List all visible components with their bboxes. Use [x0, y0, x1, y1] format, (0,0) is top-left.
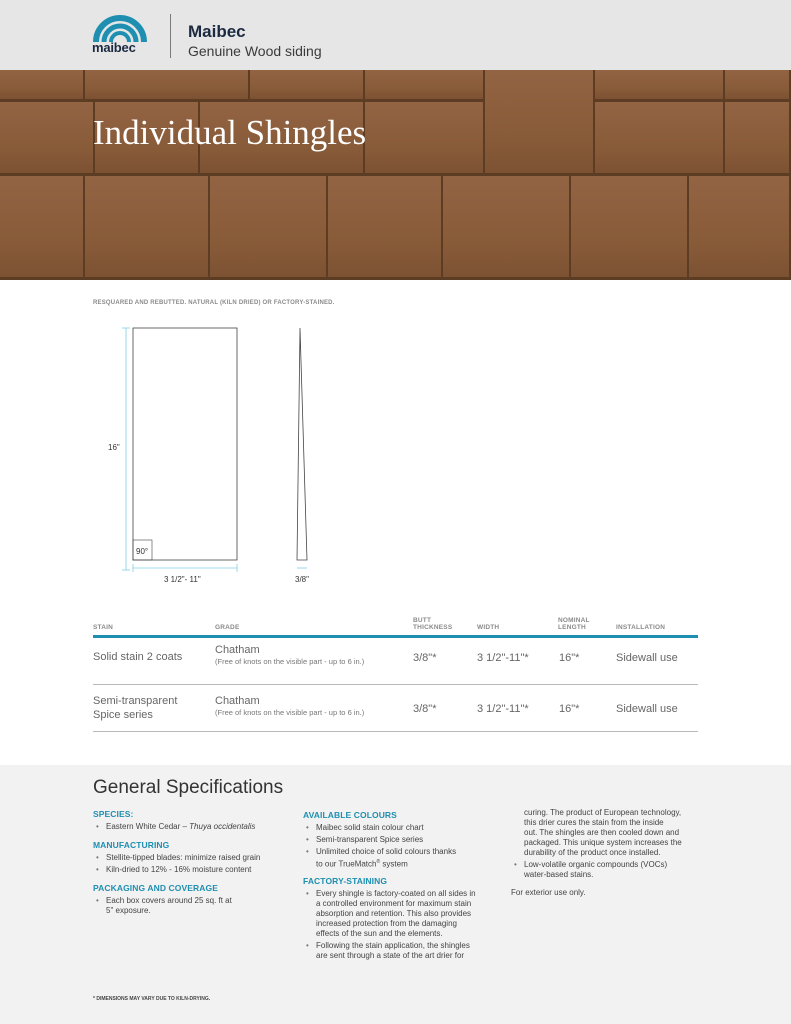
- shingle-texture: [85, 176, 210, 280]
- shingle-texture: [365, 102, 485, 176]
- cell-installation: Sidewall use: [616, 703, 678, 715]
- list-item: [93, 822, 293, 832]
- cell-width: 3 1/2"-11"*: [477, 652, 529, 664]
- list-item: • Semi-transparent Spice series: [303, 835, 503, 845]
- latin-name: Thuya occidentalis: [189, 822, 256, 831]
- col-header-stain: STAIN: [93, 624, 114, 631]
- shingle-texture: [85, 70, 250, 102]
- hero-banner: [0, 70, 791, 280]
- cell-butt-thickness: 3/8"*: [413, 703, 437, 715]
- cell-note: (Free of knots on the visible part - up to 6 in.): [215, 708, 365, 717]
- shingle-texture: [0, 70, 85, 102]
- shingle-texture: [725, 102, 791, 176]
- shingle-front-outline: [133, 328, 237, 560]
- col-header-grade: GRADE: [215, 624, 240, 631]
- list-item: [303, 847, 503, 870]
- registered-mark: ®: [376, 859, 381, 865]
- shingle-texture: [571, 176, 689, 280]
- page-title: Individual Shingles: [93, 113, 367, 152]
- cell-note: (Free of knots on the visible part - up to 6 in.): [215, 657, 365, 666]
- item-text: Following the stain application, the shingles: [316, 940, 470, 950]
- header-divider: [170, 14, 171, 58]
- item-text: water-based stains.: [524, 870, 594, 879]
- manufacturing-heading: MANUFACTURING: [93, 840, 170, 850]
- shingle-texture: [365, 70, 485, 102]
- col-header-text: NOMINAL: [558, 617, 590, 624]
- item-text: durability of the product once installed.: [524, 848, 661, 857]
- shingle-texture: [485, 70, 595, 176]
- col-header-text: BUTT: [413, 617, 432, 624]
- item-text: this drier cures the stain from the inside: [524, 818, 664, 827]
- item-text: Low-volatile organic compounds (VOCs): [524, 860, 668, 869]
- shingle-dimension-diagram: [100, 320, 340, 590]
- col-header-installation: INSTALLATION: [616, 624, 666, 631]
- cell-stain: [93, 650, 182, 664]
- general-specifications: [0, 765, 791, 1024]
- cell-width: 3 1/2"-11"*: [477, 703, 529, 715]
- width-label: 3 1/2"- 11": [164, 575, 201, 584]
- shingle-texture: [210, 176, 328, 280]
- item-text: Every shingle is factory-coated on all sides in: [316, 888, 476, 898]
- col-header-text: THICKNESS: [413, 624, 453, 631]
- item-text: out. The shingles are then cooled down and: [524, 828, 680, 837]
- logo-wordmark: maibec: [92, 40, 136, 55]
- packaging-heading: PACKAGING AND COVERAGE: [93, 883, 218, 893]
- col-header-nominal-length: [558, 617, 590, 631]
- cell-grade: [215, 694, 364, 718]
- table-row: [93, 685, 698, 732]
- col-header-butt-thickness: [413, 617, 452, 631]
- item-text: curing. The product of European technology,: [524, 808, 682, 817]
- col-header-text: LENGTH: [558, 624, 586, 631]
- list-item: • Kiln-dried to 12% - 16% moisture content: [93, 865, 293, 875]
- spec-column-1: [93, 809, 293, 918]
- cell-text: Chatham: [215, 695, 260, 707]
- shingle-texture: [689, 176, 791, 280]
- item-text: are sent through a state of the art drier for: [316, 950, 465, 960]
- item-text: packaged. This unique system increases the: [524, 838, 682, 847]
- table-row: [93, 638, 698, 685]
- list-item: • Maibec solid stain colour chart: [303, 823, 503, 833]
- factory-staining-heading: FACTORY-STAINING: [303, 875, 388, 886]
- cell-stain: [93, 694, 177, 722]
- list-item: [511, 860, 721, 880]
- cell-text: Chatham: [215, 644, 260, 656]
- header-bar: [0, 0, 791, 70]
- shingle-texture: [328, 176, 443, 280]
- cell-length: 16"*: [559, 652, 580, 664]
- list-item: • Stellite-tipped blades: minimize raised grain: [93, 853, 293, 863]
- shingle-texture: [595, 102, 725, 176]
- list-item: [303, 941, 503, 961]
- item-text: effects of the sun and the elements.: [316, 928, 443, 938]
- shingle-texture: [0, 102, 95, 176]
- shingle-side-profile: [297, 328, 307, 560]
- length-label: 16": [108, 443, 120, 452]
- product-subtitle: RESQUARED AND REBUTTED. NATURAL (KILN DRIED) OR FACTORY-STAINED.: [93, 300, 335, 306]
- shingle-texture: [250, 70, 365, 102]
- shingle-texture: [595, 70, 725, 102]
- brand-name: Maibec: [188, 22, 246, 41]
- col-header-width: WIDTH: [477, 624, 500, 631]
- species-heading: SPECIES:: [93, 809, 134, 819]
- item-text: a controlled environment for maximum stain: [316, 898, 472, 908]
- item-text: increased protection from the damaging: [316, 918, 457, 928]
- item-text: absorption and retention. This also provides: [316, 908, 472, 918]
- list-item-continued: [511, 808, 721, 858]
- spec-column-2: [303, 810, 503, 963]
- spec-column-3: [511, 808, 721, 898]
- item-text: Unlimited choice of solid colours thanks: [316, 847, 457, 856]
- cell-text: Solid stain 2 coats: [93, 651, 183, 663]
- item-text: Eastern White Cedar –: [106, 822, 190, 831]
- item-text: to our TrueMatch: [316, 859, 377, 869]
- table-header-row: [93, 615, 698, 638]
- item-text: 5" exposure.: [106, 906, 151, 915]
- list-item: [303, 889, 503, 939]
- spec-table: [93, 615, 698, 732]
- cell-installation: Sidewall use: [616, 652, 678, 664]
- colours-heading: AVAILABLE COLOURS: [303, 810, 397, 820]
- item-text: system: [380, 859, 408, 869]
- shingle-texture: [0, 176, 85, 280]
- cell-length: 16"*: [559, 703, 580, 715]
- shingle-texture: [725, 70, 791, 102]
- shingle-texture: [443, 176, 571, 280]
- angle-label: 90°: [136, 547, 149, 556]
- cell-butt-thickness: 3/8"*: [413, 652, 437, 664]
- section-title: General Specifications: [93, 777, 284, 798]
- item-text: Each box covers around 25 sq. ft at: [106, 896, 232, 905]
- list-item: [93, 896, 293, 916]
- footnote: * DIMENSIONS MAY VARY DUE TO KILN-DRYING.: [93, 996, 211, 1002]
- cell-grade: [215, 643, 364, 667]
- thickness-label: 3/8": [295, 575, 309, 584]
- exterior-use-note: For exterior use only.: [511, 888, 586, 897]
- brand-tagline: Genuine Wood siding: [188, 43, 322, 59]
- cell-text: Semi-transparent: [93, 695, 178, 707]
- cell-text: Spice series: [93, 709, 153, 721]
